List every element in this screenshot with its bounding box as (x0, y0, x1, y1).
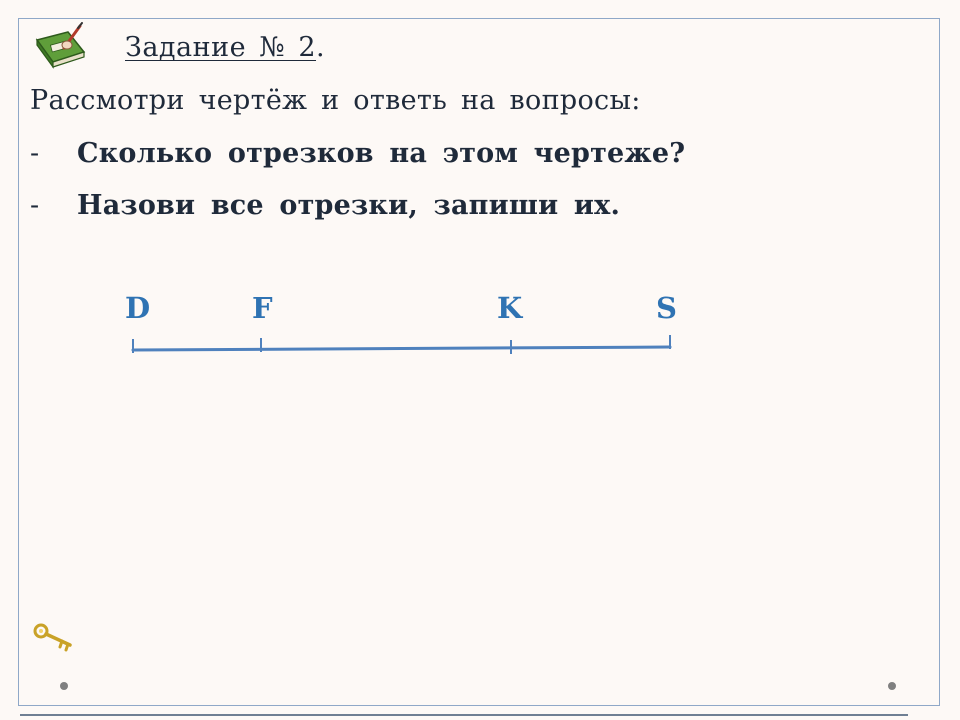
question-text: Сколько отрезков на этом чертеже? (77, 138, 686, 169)
nav-dot-right (888, 682, 896, 690)
nav-dot-left (60, 682, 68, 690)
point-label-s: S (656, 291, 677, 325)
point-label-k: K (497, 291, 523, 325)
point-label-f: F (252, 291, 273, 325)
task-title-period: . (316, 32, 326, 63)
point-label-d: D (125, 291, 151, 325)
task-title-text: Задание № 2 (125, 32, 317, 63)
instruction-text: Рассмотри чертёж и ответь на вопросы: (30, 85, 641, 116)
question-bullet: - (30, 138, 40, 169)
key-icon[interactable] (32, 622, 74, 652)
question-bullet: - (30, 190, 40, 221)
segment-line (133, 347, 670, 350)
question-text: Назови все отрезки, запиши их. (77, 190, 621, 221)
